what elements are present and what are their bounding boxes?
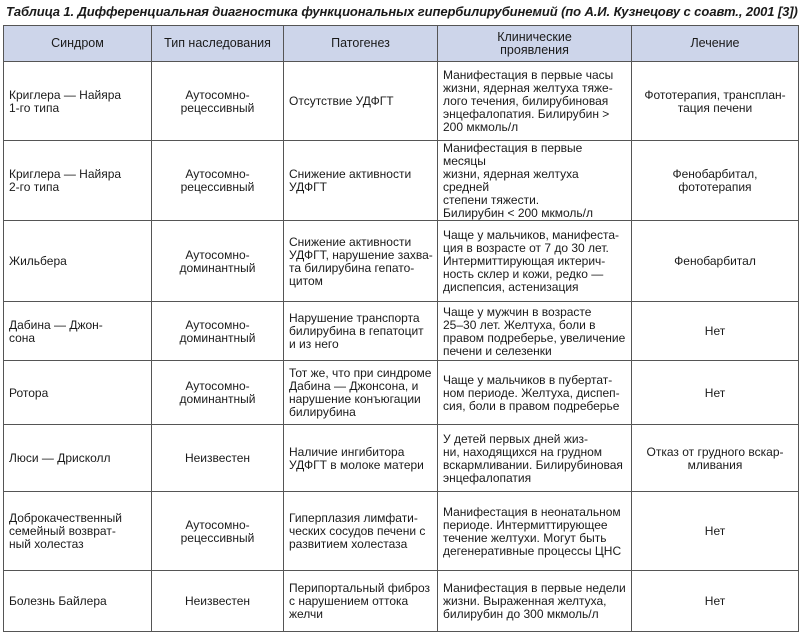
cell-syndrome: Криглера — Найяра 1-го типа (4, 62, 152, 141)
cell-inheritance: Аутосомно- доминантный (152, 221, 284, 302)
cell-syndrome: Болезнь Байлера (4, 571, 152, 632)
cell-inheritance: Аутосомно- рецессивный (152, 141, 284, 221)
table-row (4, 302, 799, 361)
cell-syndrome: Дабина — Джон- сона (4, 302, 152, 361)
table-row (4, 141, 799, 221)
cell-clinical: Манифестация в первые недели жизни. Выраженная желтуха, билирубин до 300 мкмоль/л (438, 571, 632, 632)
cell-inheritance: Неизвестен (152, 571, 284, 632)
cell-clinical: У детей первых дней жиз- ни, находящихся на грудном вскармливании. Билирубиновая энцефалопатия (438, 425, 632, 492)
cell-pathogenesis: Тот же, что при синдроме Дабина — Джонсона, и нарушение конъюгации билирубина (284, 361, 438, 425)
table-caption: Таблица 1. Дифференциальная диагностика функциональных гипербилирубинемий (по А.И. Кузнецову с соавт., 2001 [3]) (6, 4, 798, 19)
cell-treatment: Нет (632, 571, 799, 632)
cell-inheritance: Неизвестен (152, 425, 284, 492)
cell-syndrome: Ротора (4, 361, 152, 425)
cell-clinical: Манифестация в неонатальном периоде. Интермиттирующее течение желтухи. Могут быть дегенеративные процессы ЦНС (438, 492, 632, 571)
cell-clinical: Чаще у мальчиков в пубертат- ном периоде. Желтуха, диспеп- сия, боли в правом подреберье (438, 361, 632, 425)
cell-pathogenesis: Наличие ингибитора УДФГТ в молоке матери (284, 425, 438, 492)
cell-pathogenesis: Нарушение транспорта билирубина в гепатоцит и из него (284, 302, 438, 361)
table-row (4, 221, 799, 302)
cell-treatment: Отказ от грудного вскар- мливания (632, 425, 799, 492)
cell-inheritance: Аутосомно- рецессивный (152, 492, 284, 571)
cell-clinical: Чаще у мальчиков, манифеста- ция в возрасте от 7 до 30 лет. Интермиттирующая иктерич- ность склер и кожи, редко — диспепсия, астенизация (438, 221, 632, 302)
cell-treatment: Фенобарбитал (632, 221, 799, 302)
table-row (4, 492, 799, 571)
table-row (4, 62, 799, 141)
header-clinical: Клинические проявления (438, 26, 632, 62)
cell-clinical: Манифестация в первые месяцы жизни, ядерная желтуха средней степени тяжести. Билирубин < 200 мкмоль/л (438, 141, 632, 221)
cell-syndrome: Криглера — Найяра 2-го типа (4, 141, 152, 221)
cell-treatment: Фототерапия, трансплан- тация печени (632, 62, 799, 141)
cell-clinical: Манифестация в первые часы жизни, ядерная желтуха тяже- лого течения, билирубиновая энцефалопатия. Билирубин > 200 мкмоль/л (438, 62, 632, 141)
cell-syndrome: Доброкачественный семейный возврат- ный холестаз (4, 492, 152, 571)
cell-treatment: Фенобарбитал, фототерапия (632, 141, 799, 221)
cell-inheritance: Аутосомно- доминантный (152, 361, 284, 425)
cell-inheritance: Аутосомно- доминантный (152, 302, 284, 361)
cell-treatment: Нет (632, 492, 799, 571)
header-treatment: Лечение (632, 26, 799, 62)
cell-treatment: Нет (632, 302, 799, 361)
table-header-row (4, 26, 799, 62)
table-row (4, 425, 799, 492)
table-body (4, 62, 799, 632)
cell-clinical: Чаще у мужчин в возрасте 25–30 лет. Желтуха, боли в правом подреберье, увеличение печени и селезенки (438, 302, 632, 361)
cell-pathogenesis: Гиперплазия лимфати- ческих сосудов печени с развитием холестаза (284, 492, 438, 571)
cell-pathogenesis: Отсутствие УДФГТ (284, 62, 438, 141)
header-syndrome: Синдром (4, 26, 152, 62)
cell-treatment: Нет (632, 361, 799, 425)
differential-diagnosis-table (3, 25, 799, 632)
cell-inheritance: Аутосомно- рецессивный (152, 62, 284, 141)
cell-pathogenesis: Снижение активности УДФГТ, нарушение захва- та билирубина гепато- цитом (284, 221, 438, 302)
cell-syndrome: Люси — Дрисколл (4, 425, 152, 492)
header-pathogenesis: Патогенез (284, 26, 438, 62)
table-row (4, 571, 799, 632)
cell-pathogenesis: Снижение активности УДФГТ (284, 141, 438, 221)
header-inheritance: Тип наследования (152, 26, 284, 62)
table-row (4, 361, 799, 425)
cell-pathogenesis: Перипортальный фиброз с нарушением оттока желчи (284, 571, 438, 632)
cell-syndrome: Жильбера (4, 221, 152, 302)
